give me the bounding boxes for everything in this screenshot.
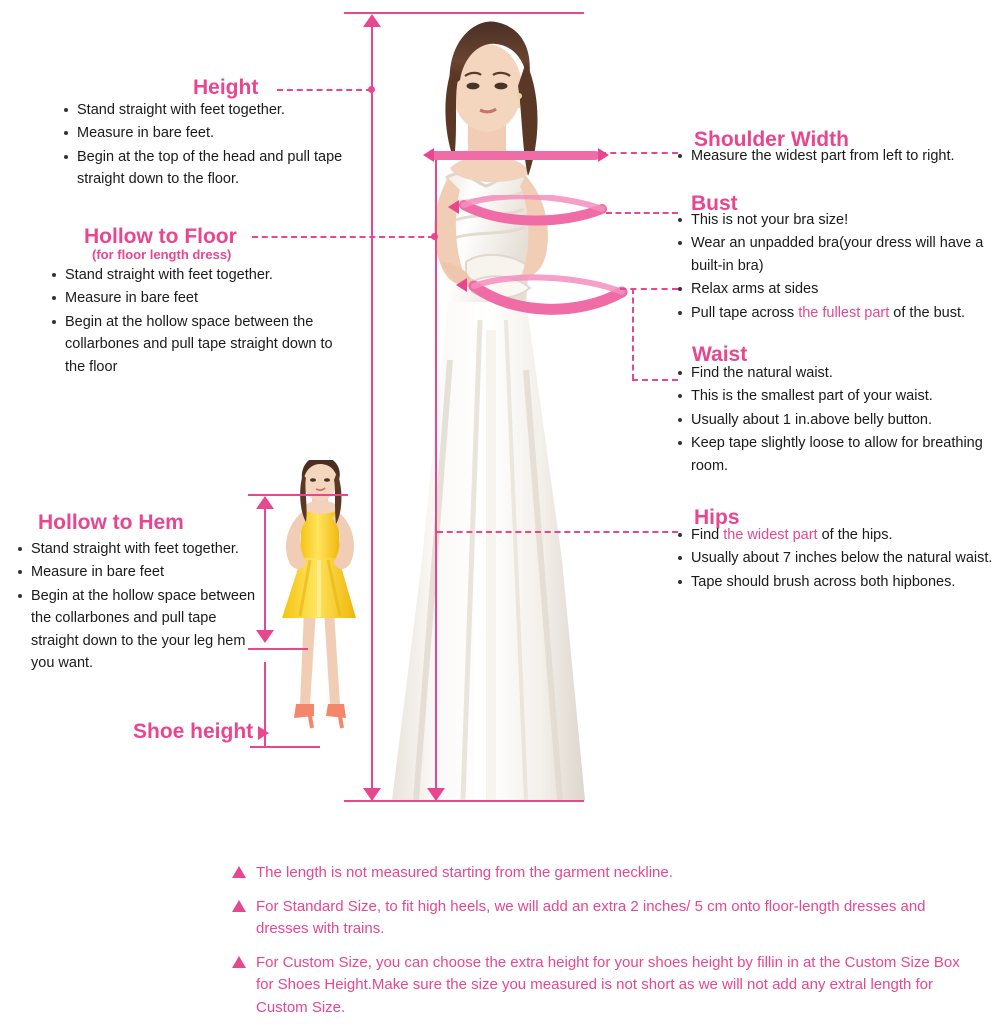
list-item: Measure in bare feet. xyxy=(62,122,362,144)
arrow-left-icon xyxy=(423,148,434,162)
arrow-left-icon xyxy=(448,200,459,214)
hollow-to-floor-leader-dot xyxy=(431,233,438,240)
bust-last-pre: Pull tape across xyxy=(691,304,799,321)
arrow-right-icon xyxy=(258,726,269,740)
shoulder-width-band xyxy=(430,151,600,160)
height-bottom-bar xyxy=(344,800,584,802)
note-text: For Standard Size, to fit high heels, we will add an extra 2 inches/ 5 cm onto floor-length dresses and dresses with trains. xyxy=(256,897,926,937)
list-item: Stand straight with feet together. xyxy=(16,538,256,560)
list-item: Find the natural waist. xyxy=(676,362,996,384)
shoulder-width-bullets xyxy=(676,145,996,168)
arrow-left-icon xyxy=(456,278,467,292)
note-item xyxy=(232,862,972,885)
bust-last-post: of the bust. xyxy=(889,304,966,321)
list-item: Tape should brush across both hipbones. xyxy=(676,571,998,593)
list-item: Stand straight with feet together. xyxy=(62,99,362,121)
bust-label: Bust xyxy=(691,192,738,215)
hollow-to-hem-bullets xyxy=(16,538,256,676)
list-item xyxy=(676,524,998,546)
list-item: Relax arms at sides xyxy=(676,278,998,300)
height-label: Height xyxy=(193,76,259,99)
waist-label: Waist xyxy=(692,343,748,366)
hips-bullets xyxy=(676,524,998,594)
waist-leader-line-vertical xyxy=(632,288,634,380)
hips-first-highlight: the widest part xyxy=(723,527,818,543)
list-item: Begin at the hollow space between the collarbones and pull tape straight down to the your leg hem you want. xyxy=(16,585,256,675)
waist-tape-band xyxy=(460,272,630,328)
height-bullets xyxy=(62,99,362,192)
bust-leader-line xyxy=(606,212,678,214)
note-text: The length is not measured starting from the garment neckline. xyxy=(256,864,673,881)
shoulder-width-label: Shoulder Width xyxy=(694,128,849,151)
hollow-to-hem-label: Hollow to Hem xyxy=(38,511,184,534)
waist-leader-line-bottom xyxy=(632,379,678,381)
list-item: Usually about 7 inches below the natural waist. xyxy=(676,547,998,569)
hollow-to-hem-vertical-line xyxy=(264,500,266,640)
list-item: Measure in bare feet xyxy=(50,287,350,309)
list-item: Stand straight with feet together. xyxy=(50,264,350,286)
shoe-height-bottom-bar xyxy=(250,746,320,748)
hollow-to-floor-label: Hollow to Floor xyxy=(84,225,237,248)
arrow-down-icon xyxy=(427,788,445,801)
list-item: This is the smallest part of your waist. xyxy=(676,385,996,407)
list-item: Keep tape slightly loose to allow for breathing room. xyxy=(676,432,996,477)
warning-triangle-icon xyxy=(232,956,246,968)
list-item: Measure in bare feet xyxy=(16,561,256,583)
arrow-right-icon xyxy=(598,148,609,162)
hips-leader-line xyxy=(437,531,678,533)
waist-leader-line-top xyxy=(620,288,678,290)
bust-last-highlight: the fullest part xyxy=(798,304,890,321)
list-item: Measure the widest part from left to right. xyxy=(676,145,996,167)
shoulder-width-leader-line xyxy=(600,152,678,154)
height-leader-line xyxy=(277,89,372,91)
height-vertical-line xyxy=(371,20,373,800)
hollow-to-floor-vertical-line xyxy=(435,156,437,800)
height-leader-dot xyxy=(368,86,375,93)
note-item xyxy=(232,896,972,941)
warning-triangle-icon xyxy=(232,866,246,878)
arrow-down-icon xyxy=(256,630,274,643)
list-item: Usually about 1 in.above belly button. xyxy=(676,409,996,431)
arrow-up-icon xyxy=(363,14,381,27)
note-text: For Custom Size, you can choose the extra height for your shoes height by fillin in at the Custom Size Box for Shoes Height.Make sure the size you measured is not short as we will not add any extral length for Custom Size. xyxy=(256,953,960,1016)
hollow-to-floor-sublabel: (for floor length dress) xyxy=(92,247,232,262)
list-item: Begin at the top of the head and pull tape straight down to the floor. xyxy=(62,146,362,191)
list-item: Wear an unpadded bra(your dress will have a built-in bra) xyxy=(676,232,998,277)
hollow-to-floor-leader-line xyxy=(252,236,434,238)
bust-bullets xyxy=(676,209,998,325)
list-item: Begin at the hollow space between the collarbones and pull tape straight down to the floor xyxy=(50,311,350,378)
arrow-up-icon xyxy=(256,496,274,509)
footer-notes xyxy=(232,862,972,1030)
shoe-height-label: Shoe height xyxy=(133,720,254,743)
hollow-to-hem-bottom-bar xyxy=(248,648,308,650)
hips-first-pre: Find xyxy=(691,527,724,543)
hips-label: Hips xyxy=(694,506,740,529)
list-item: This is not your bra size! xyxy=(676,209,998,231)
bust-tape-band xyxy=(452,195,612,243)
hollow-to-floor-bullets xyxy=(50,264,350,379)
hips-first-post: of the hips. xyxy=(817,527,893,543)
list-item xyxy=(676,302,998,324)
note-item xyxy=(232,952,972,1020)
warning-triangle-icon xyxy=(232,900,246,912)
waist-bullets xyxy=(676,362,996,478)
